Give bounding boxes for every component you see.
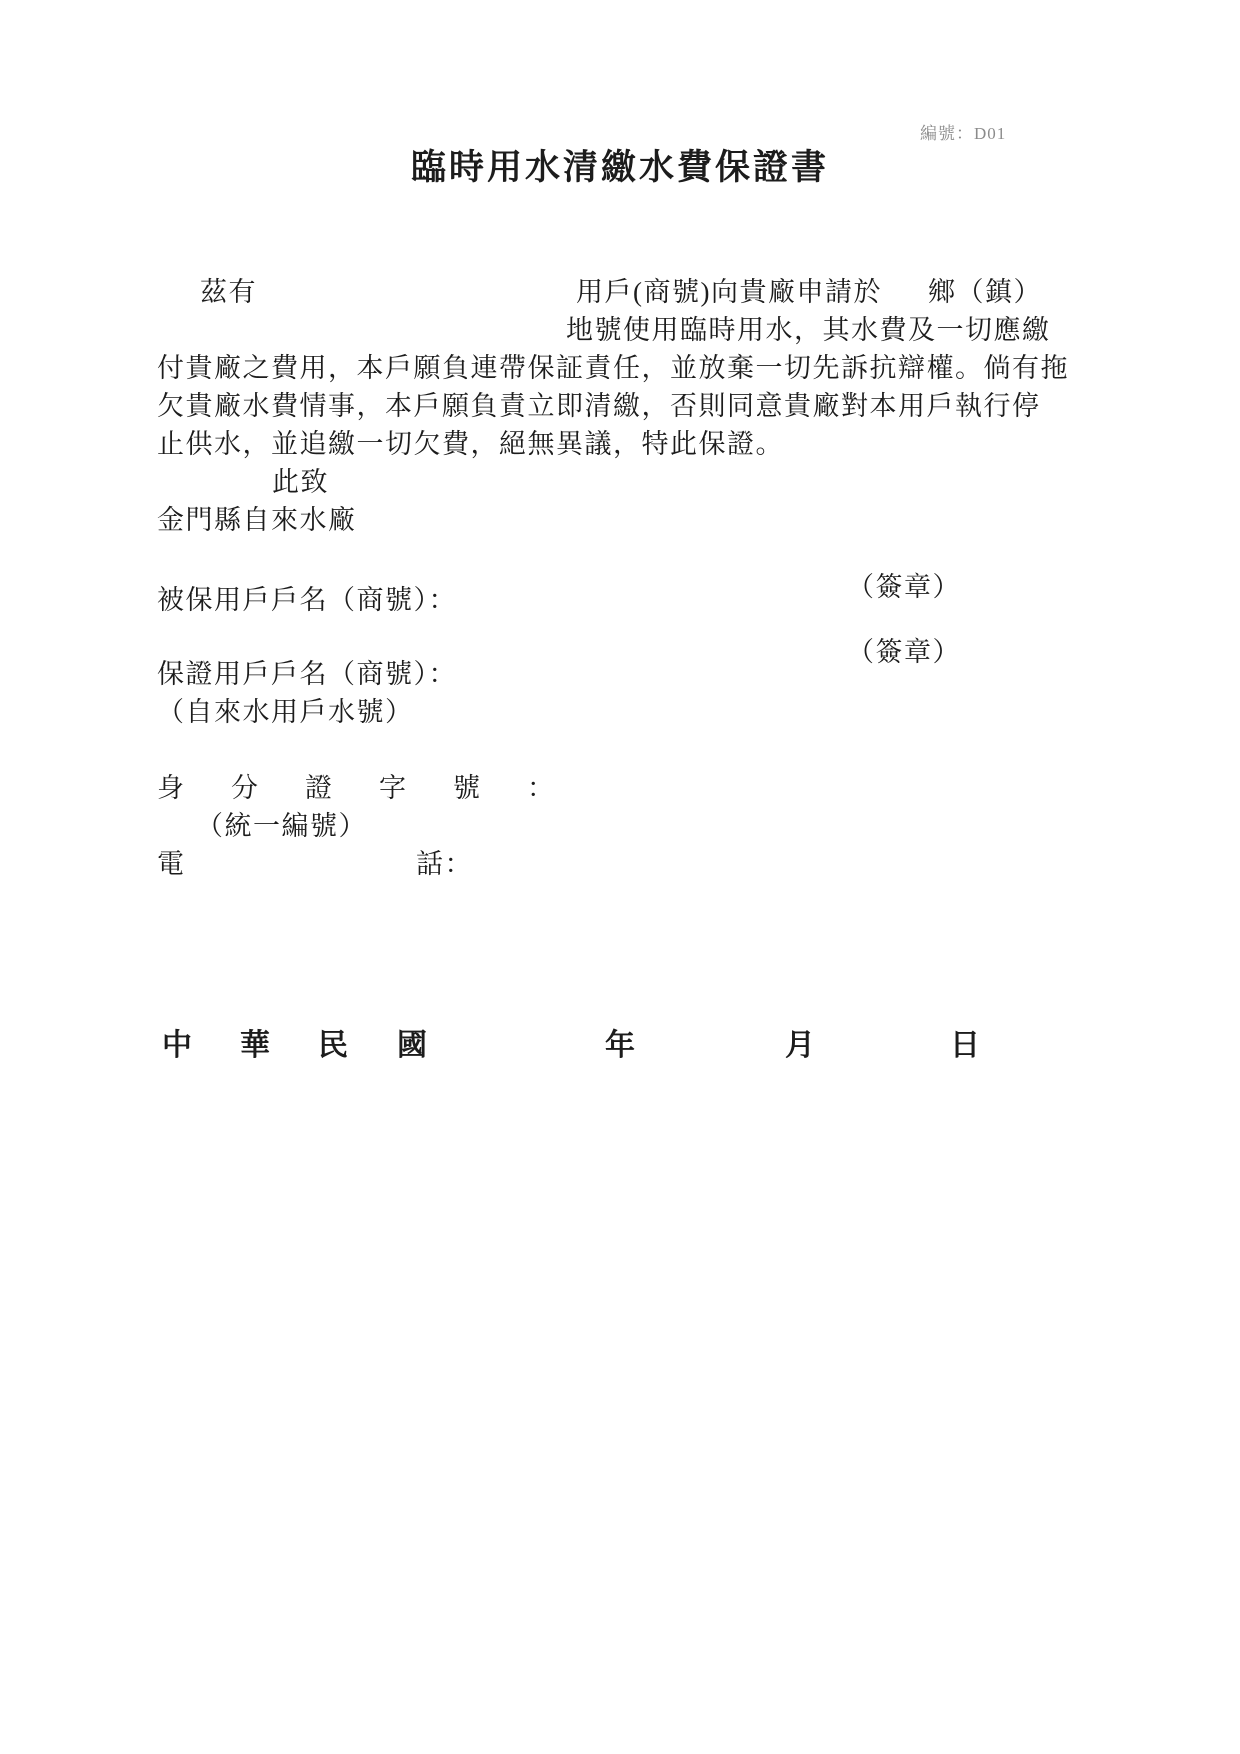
- document-code: 編號：D01: [920, 124, 1007, 143]
- paragraph-line-5: 止供水，並追繳一切欠費，絕無異議，特此保證。: [157, 429, 784, 459]
- addressee-water-works: 金門縣自來水廠: [157, 505, 357, 535]
- era-char-zhong: 中: [162, 1029, 192, 1062]
- document-title: 臨時用水清繳水費保證書: [410, 148, 829, 187]
- salutation: 此致: [272, 467, 329, 497]
- uniform-number-note: （統一編號）: [196, 811, 367, 841]
- water-user-number-note: （自來水用戶水號）: [157, 697, 414, 727]
- intro-applicant-clause: 用戶(商號)向貴廠申請於: [576, 277, 882, 307]
- township-label: 鄉（鎮）: [928, 277, 1042, 307]
- guarantor-user-name-label: 保證用戶戶名（商號）：: [157, 659, 457, 689]
- paragraph-line-2: 地號使用臨時用水，其水費及一切應繳: [566, 315, 1051, 345]
- month-label: 月: [785, 1029, 815, 1062]
- id-number-label: 身分證字號：: [157, 773, 601, 803]
- day-label: 日: [950, 1029, 980, 1062]
- insured-user-name-label: 被保用戶戶名（商號）：: [157, 585, 457, 615]
- era-char-guo: 國: [397, 1029, 427, 1062]
- era-char-hua: 華: [240, 1029, 270, 1062]
- era-char-min: 民: [318, 1029, 348, 1062]
- paragraph-line-4: 欠貴廠水費情事，本戶願負責立即清繳，否則同意貴廠對本用戶執行停: [157, 391, 1041, 421]
- paragraph-line-3: 付貴廠之費用，本戶願負連帶保証責任，並放棄一切先訴抗辯權。倘有拖: [157, 353, 1069, 383]
- seal-label-1: （簽章）: [847, 572, 961, 602]
- seal-label-2: （簽章）: [847, 637, 961, 667]
- phone-label-right: 話：: [416, 849, 473, 879]
- year-label: 年: [605, 1029, 635, 1062]
- intro-prefix: 茲有: [200, 277, 257, 307]
- phone-label-left: 電: [157, 849, 186, 879]
